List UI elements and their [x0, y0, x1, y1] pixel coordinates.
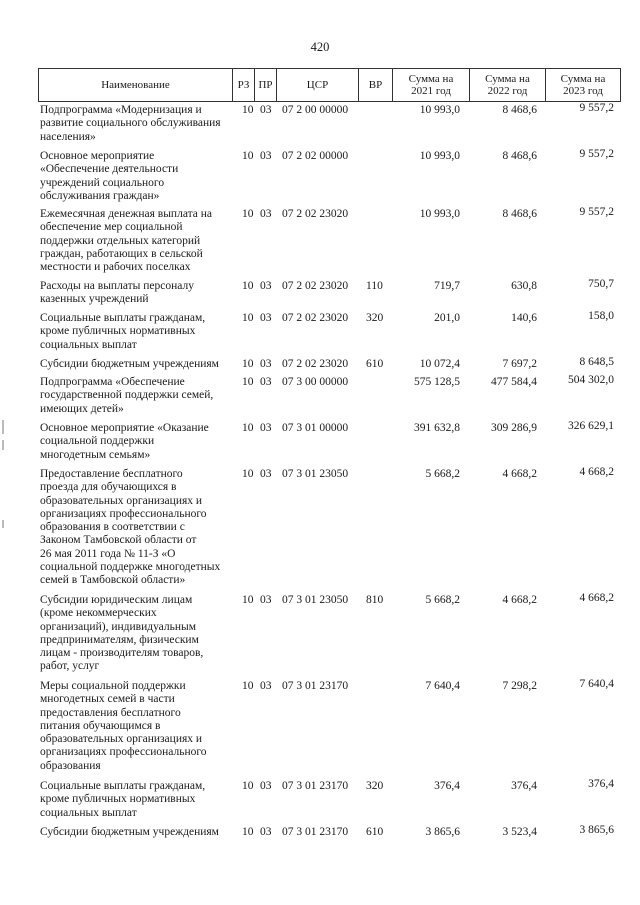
header-sum-2023: Сумма на 2023 год — [545, 69, 621, 101]
row-sum-2022: 8 468,6 — [502, 104, 537, 116]
row-rz: 10 — [242, 312, 254, 324]
row-pr: 03 — [260, 680, 272, 692]
row-vr: 320 — [366, 312, 384, 324]
row-pr: 03 — [260, 826, 272, 838]
row-sum-2023: 158,0 — [588, 310, 614, 322]
row-pr: 03 — [260, 104, 272, 116]
row-csr: 07 2 02 23020 — [282, 280, 349, 292]
table-row — [0, 468, 640, 594]
row-pr: 03 — [260, 280, 272, 292]
header-csr: ЦСР — [276, 69, 358, 101]
row-sum-2021: 3 865,6 — [425, 826, 460, 838]
row-rz: 10 — [242, 680, 254, 692]
row-name: Расходы на выплаты персоналу казенных учреждений — [40, 280, 194, 306]
row-rz: 10 — [242, 358, 254, 370]
row-sum-2021: 10 993,0 — [419, 208, 460, 220]
row-vr: 810 — [366, 594, 384, 606]
row-sum-2023: 750,7 — [588, 278, 614, 290]
row-sum-2021: 10 993,0 — [419, 104, 460, 116]
row-pr: 03 — [260, 422, 272, 434]
row-sum-2022: 8 468,6 — [502, 208, 537, 220]
row-csr: 07 2 02 00000 — [282, 150, 349, 162]
row-sum-2023: 4 668,2 — [579, 466, 614, 478]
row-csr: 07 3 01 23170 — [282, 680, 349, 692]
row-pr: 03 — [260, 312, 272, 324]
table-row — [0, 780, 640, 826]
row-sum-2022: 477 584,4 — [491, 376, 537, 388]
row-sum-2021: 391 632,8 — [414, 422, 460, 434]
row-sum-2021: 575 128,5 — [414, 376, 460, 388]
row-sum-2022: 4 668,2 — [502, 594, 537, 606]
row-name: Субсидии бюджетным учреждениям — [40, 358, 219, 370]
table-row — [0, 150, 640, 208]
row-sum-2022: 376,4 — [511, 780, 537, 792]
row-sum-2021: 10 993,0 — [419, 150, 460, 162]
table-body — [0, 104, 640, 846]
header-pr: ПР — [254, 69, 276, 101]
row-pr: 03 — [260, 376, 272, 388]
row-vr: 110 — [366, 280, 383, 292]
row-name: Основное мероприятие «Оказание социальной поддержки многодетным семьям» — [40, 422, 209, 461]
row-sum-2022: 630,8 — [511, 280, 537, 292]
row-sum-2023: 3 865,6 — [579, 824, 614, 836]
table-row — [0, 104, 640, 150]
table-row — [0, 680, 640, 780]
row-sum-2023: 504 302,0 — [568, 374, 614, 386]
row-pr: 03 — [260, 594, 272, 606]
row-name: Подпрограмма «Обеспечение государственной поддержки семей, имеющих детей» — [40, 376, 214, 415]
row-rz: 10 — [242, 280, 254, 292]
header-sum-2022: Сумма на 2022 год — [469, 69, 545, 101]
row-sum-2022: 3 523,4 — [502, 826, 537, 838]
row-name: Основное мероприятие «Обеспечение деятельности учреждений социального обслуживания граждан» — [40, 150, 179, 202]
row-sum-2023: 4 668,2 — [579, 592, 614, 604]
row-name: Социальные выплаты гражданам, кроме публичных нормативных социальных выплат — [40, 780, 206, 819]
row-vr: 610 — [366, 826, 384, 838]
row-rz: 10 — [242, 208, 254, 220]
row-name: Подпрограмма «Модернизация и развитие социального обслуживания населения» — [40, 104, 221, 143]
row-rz: 10 — [242, 468, 254, 480]
row-sum-2023: 9 557,2 — [579, 102, 614, 114]
row-sum-2021: 5 668,2 — [425, 594, 460, 606]
header-rz: РЗ — [232, 69, 254, 101]
table-row — [0, 312, 640, 358]
row-sum-2021: 10 072,4 — [419, 358, 460, 370]
row-rz: 10 — [242, 422, 254, 434]
row-sum-2022: 7 697,2 — [502, 358, 537, 370]
row-csr: 07 2 02 23020 — [282, 312, 349, 324]
table-row — [0, 422, 640, 468]
row-sum-2022: 309 286,9 — [491, 422, 537, 434]
row-pr: 03 — [260, 208, 272, 220]
row-csr: 07 3 01 23050 — [282, 594, 349, 606]
row-pr: 03 — [260, 358, 272, 370]
row-csr: 07 2 02 23020 — [282, 358, 349, 370]
table-row — [0, 826, 640, 846]
scan-artifact — [2, 520, 4, 528]
row-vr: 610 — [366, 358, 384, 370]
table-row — [0, 208, 640, 280]
row-sum-2022: 4 668,2 — [502, 468, 537, 480]
page-number: 420 — [310, 40, 330, 54]
row-vr: 320 — [366, 780, 384, 792]
row-csr: 07 3 01 23170 — [282, 780, 349, 792]
row-name: Субсидии юридическим лицам (кроме некоммерческих организаций), индивидуальным предпринимателям, физическим лицам - производителям товаров, работ, услуг — [40, 594, 204, 673]
row-rz: 10 — [242, 826, 254, 838]
header-sum-2021: Сумма на 2021 год — [392, 69, 469, 101]
row-sum-2023: 9 557,2 — [579, 148, 614, 160]
table-row — [0, 280, 640, 312]
row-sum-2023: 7 640,4 — [579, 678, 614, 690]
row-rz: 10 — [242, 594, 254, 606]
row-name: Предоставление бесплатного проезда для обучающихся в образовательных организациях и организациях профессионального образования в соответствии с Законом Тамбовской области от 26 мая 2011 года № 11-З «О социальной поддержке многодетных семей в Тамбовской области» — [40, 468, 221, 587]
row-sum-2023: 376,4 — [588, 778, 614, 790]
row-sum-2023: 8 648,5 — [579, 356, 614, 368]
row-sum-2022: 140,6 — [511, 312, 537, 324]
row-csr: 07 2 02 23020 — [282, 208, 349, 220]
row-pr: 03 — [260, 468, 272, 480]
row-name: Ежемесячная денежная выплата на обеспечение мер социальной поддержки отдельных категорий граждан, работающих в сельской местности и рабочих поселках — [40, 208, 213, 274]
row-csr: 07 3 01 00000 — [282, 422, 349, 434]
table-row — [0, 594, 640, 680]
scan-artifact — [2, 440, 4, 450]
row-sum-2021: 5 668,2 — [425, 468, 460, 480]
row-rz: 10 — [242, 150, 254, 162]
row-name: Субсидии бюджетным учреждениям — [40, 826, 219, 838]
row-name: Меры социальной поддержки многодетных семей в части предоставления бесплатного питания обучающимся в образовательных организациях и организациях профессионального образования — [40, 680, 207, 772]
scan-artifact — [2, 420, 4, 434]
row-sum-2022: 8 468,6 — [502, 150, 537, 162]
table-header — [38, 68, 621, 102]
row-sum-2023: 326 629,1 — [568, 420, 614, 432]
header-vr: ВР — [358, 69, 392, 101]
table-row — [0, 376, 640, 422]
row-sum-2021: 719,7 — [434, 280, 460, 292]
row-sum-2021: 376,4 — [434, 780, 460, 792]
row-pr: 03 — [260, 150, 272, 162]
row-sum-2023: 9 557,2 — [579, 206, 614, 218]
row-csr: 07 3 00 00000 — [282, 376, 349, 388]
row-sum-2022: 7 298,2 — [502, 680, 537, 692]
row-pr: 03 — [260, 780, 272, 792]
row-rz: 10 — [242, 780, 254, 792]
row-rz: 10 — [242, 376, 254, 388]
row-csr: 07 2 00 00000 — [282, 104, 349, 116]
row-rz: 10 — [242, 104, 254, 116]
header-name: Наименование — [38, 69, 232, 101]
row-sum-2021: 201,0 — [434, 312, 460, 324]
row-csr: 07 3 01 23170 — [282, 826, 349, 838]
row-csr: 07 3 01 23050 — [282, 468, 349, 480]
row-name: Социальные выплаты гражданам, кроме публичных нормативных социальных выплат — [40, 312, 206, 351]
row-sum-2021: 7 640,4 — [425, 680, 460, 692]
